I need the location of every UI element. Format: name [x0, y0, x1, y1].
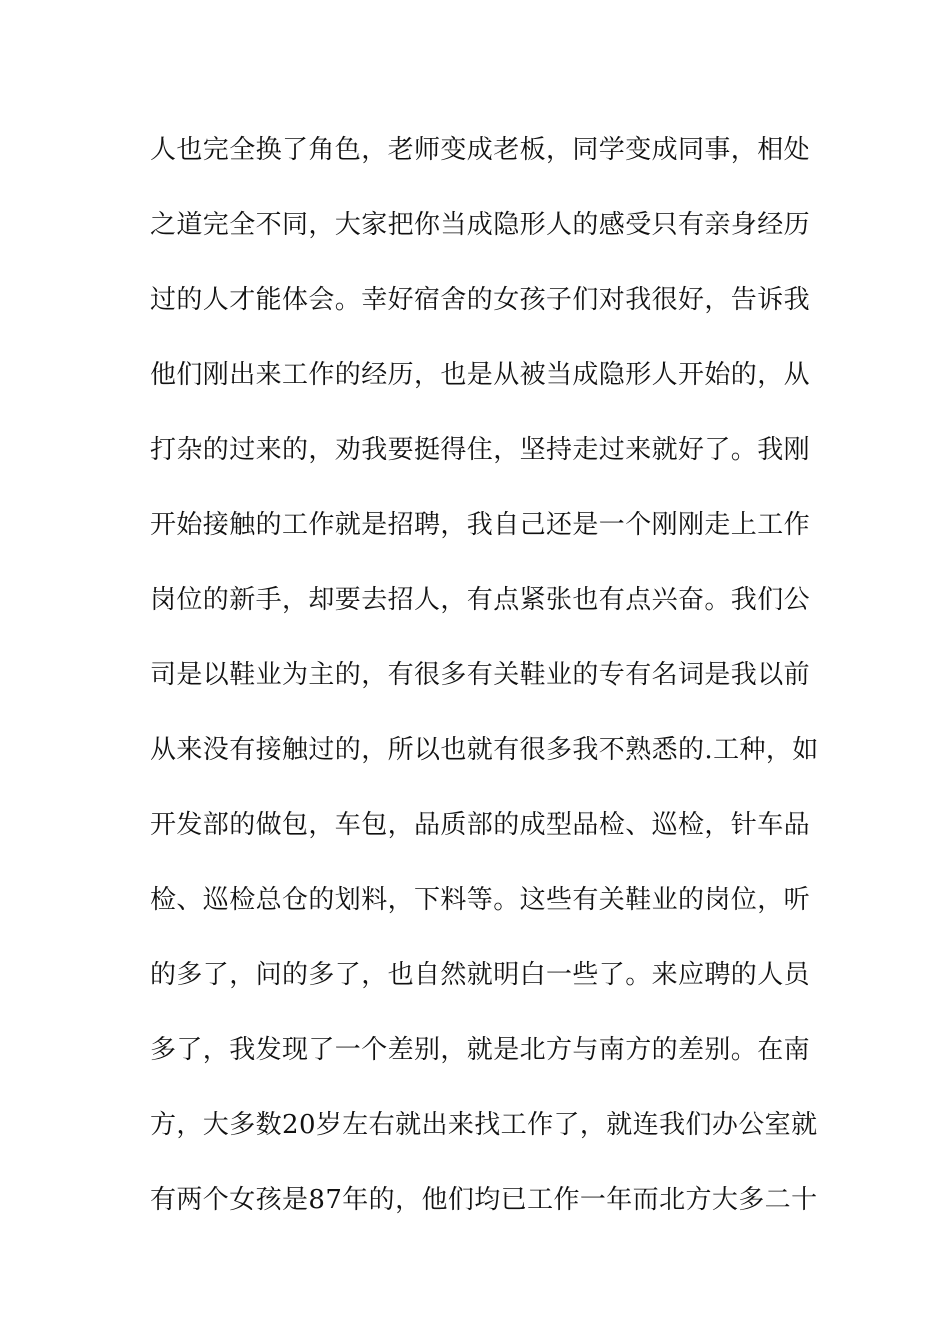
text-line-14: 方，大多数20岁左右就出来找工作了，就连我们办公室就 — [150, 1110, 818, 1140]
text-line-5: 打杂的过来的，劝我要挺得住，坚持走过来就好了。我刚 — [150, 435, 811, 465]
text-line-1: 人也完全换了角色，老师变成老板，同学变成同事，相处 — [150, 135, 811, 165]
text-line-10: 开发部的做包，车包，品质部的成型品检、巡检，针车品 — [150, 810, 811, 840]
text-line-2: 之道完全不同，大家把你当成隐形人的感受只有亲身经历 — [150, 210, 811, 240]
text-line-7: 岗位的新手，却要去招人，有点紧张也有点兴奋。我们公 — [150, 585, 811, 615]
text-line-8: 司是以鞋业为主的，有很多有关鞋业的专有名词是我以前 — [150, 660, 811, 690]
text-line-15: 有两个女孩是87年的，他们均已工作一年而北方大多二十 — [150, 1185, 818, 1215]
body-paragraph — [150, 128, 819, 1253]
text-line-3: 过的人才能体会。幸好宿舍的女孩子们对我很好，告诉我 — [150, 285, 811, 315]
text-line-12: 的多了，问的多了，也自然就明白一些了。来应聘的人员 — [150, 960, 811, 990]
text-line-11: 检、巡检总仓的划料，下料等。这些有关鞋业的岗位，听 — [150, 885, 811, 915]
text-line-13: 多了，我发现了一个差别，就是北方与南方的差别。在南 — [150, 1035, 811, 1065]
text-line-9: 从来没有接触过的，所以也就有很多我不熟悉的.工种，如 — [150, 735, 819, 765]
text-line-6: 开始接触的工作就是招聘，我自己还是一个刚刚走上工作 — [150, 510, 811, 540]
text-line-4: 他们刚出来工作的经历，也是从被当成隐形人开始的，从 — [150, 360, 811, 390]
